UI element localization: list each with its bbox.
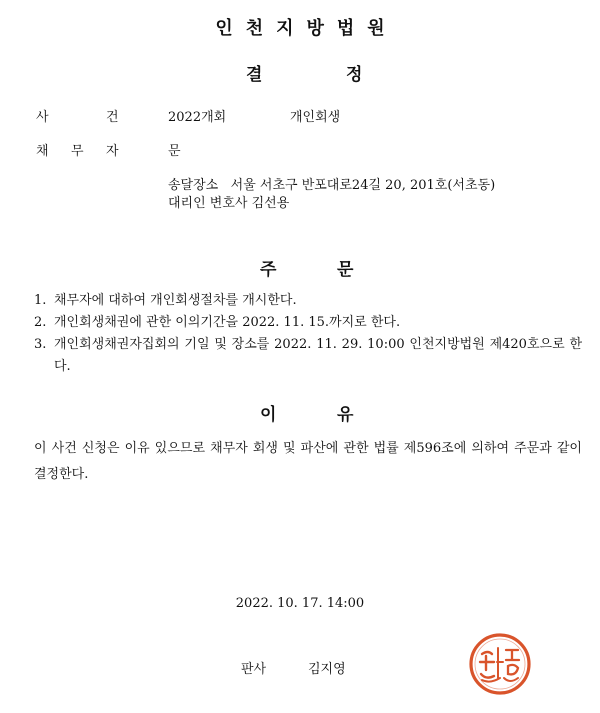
decision-datetime: 2022. 10. 17. 14:00 xyxy=(235,596,365,611)
court-name: 인천지방법원 xyxy=(215,18,398,39)
address-label: 송달장소 xyxy=(168,178,219,193)
reason-text: 이 사건 신청은 이유 있으므로 채무자 회생 및 파산에 관한 법률 제596조에 의하여 주문과 같이 결정한다. xyxy=(34,441,582,482)
doc-type-first: 결 xyxy=(246,65,263,85)
case-name: 개인회생 xyxy=(290,110,341,125)
debtor-name: 문 xyxy=(168,144,181,159)
judge-title: 판사 xyxy=(241,662,267,677)
order-item: 2. 개인회생채권에 관한 이의기간을 2022. 11. 15.까지로 한다. xyxy=(34,315,401,330)
doc-type-second: 정 xyxy=(346,65,363,85)
reason-heading-first: 이 xyxy=(260,405,277,425)
case-label: 사 xyxy=(36,110,49,125)
reason-heading-second: 유 xyxy=(337,405,354,425)
order-item: 3. 개인회생채권자집회의 기일 및 장소를 2022. 11. 29. 10:00 인천지방법원 제420호으로 한다. xyxy=(34,337,582,374)
judge-name: 김지영 xyxy=(308,662,346,677)
order-heading-second: 문 xyxy=(337,260,354,280)
debtor-label-2: 무 xyxy=(71,144,84,159)
case-label-second: 건 xyxy=(106,110,119,125)
attorney: 대리인 변호사 김선용 xyxy=(168,196,290,211)
debtor-label-1: 채 xyxy=(36,144,49,159)
order-list xyxy=(34,290,582,378)
judge-seal-icon xyxy=(468,632,532,696)
case-number: 2022개회 xyxy=(168,110,227,125)
order-item: 1. 채무자에 대하여 개인회생절차를 개시한다. xyxy=(34,293,297,308)
order-heading-first: 주 xyxy=(260,260,277,280)
service-address xyxy=(168,174,495,193)
address-value: 서울 서초구 반포대로24길 20, 201호(서초동) xyxy=(230,178,496,193)
debtor-label-3: 자 xyxy=(106,144,119,159)
